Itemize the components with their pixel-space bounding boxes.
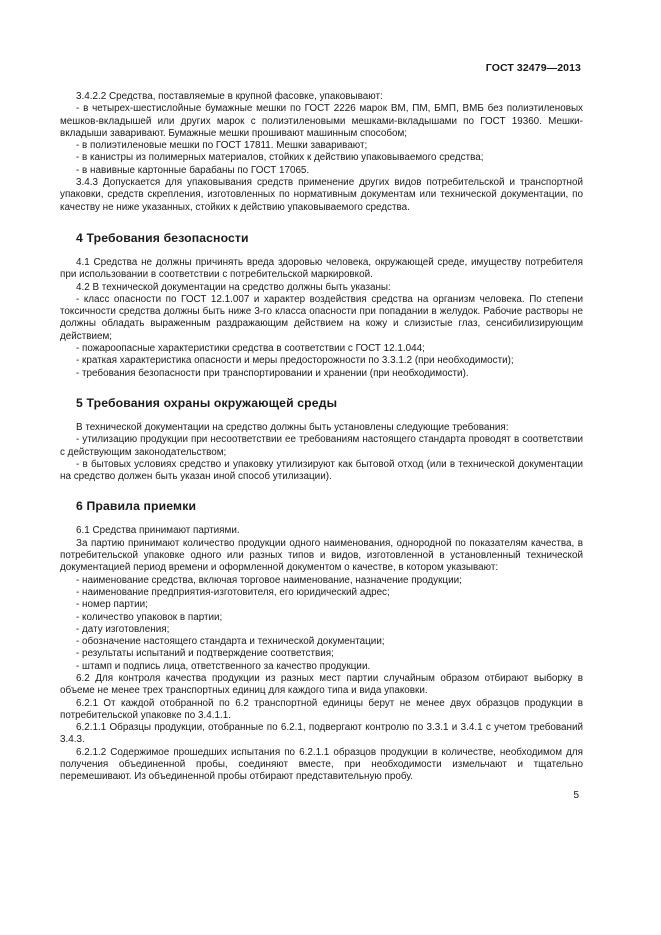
paragraph: За партию принимают количество продукции одного наименования, однородной по показателям качества, в потребительской упаковке одного или разных типов и видов, изготовленной в установленный технической документацией период времени и оформленной документом о качестве, в котором указывают: [60, 537, 583, 574]
list-item: - дату изготовления; [76, 623, 170, 635]
section-6-body [60, 525, 583, 783]
list-item: - результаты испытаний и подтверждение соответствия; [76, 648, 334, 660]
list-item: - требования безопасности при транспортировании и хранении (при необходимости). [76, 367, 469, 379]
paragraph: 3.4.2.2 Средства, поставляемые в крупной фасовке, упаковывают: [76, 91, 383, 102]
paragraph: 6.2.1.2 Содержимое прошедших испытания по 6.2.1.1 образцов продукции в количестве, необходимом для получения объединенной пробы, соединяют вместе, при необходимости измельчают и тщательно перемешивают. Из объединенной пробы отбирают представительную пробу. [60, 746, 583, 783]
section-3-continuation [60, 91, 583, 214]
list-item: - наименование средства, включая торговое наименование, назначение продукции; [76, 574, 462, 586]
paragraph: 3.4.3 Допускается для упаковывания средств применение других видов потребительской и транспортной упаковки, средств скрепления, изготовленных по нормативным документам или технической документации, по качеству не ниже указанных, стойких к действию упаковываемого средства. [60, 177, 583, 213]
page-number: 5 [573, 790, 579, 801]
paragraph: 6.2 Для контроля качества продукции из разных мест партии случайным образом отбирают выборку в объеме не менее трех транспортных единиц для каждого типа и вида упаковки. [60, 672, 583, 697]
paragraph: В технической документации на средство должны быть установлены следующие требования: [76, 421, 509, 433]
list-item: - количество упаковок в партии; [76, 611, 223, 623]
paragraph: 4.2 В технической документации на средство должны быть указаны: [76, 281, 391, 293]
list-item: - в канистры из полимерных материалов, стойких к действию упаковываемого средства; [76, 152, 484, 164]
list-item: - наименование предприятия-изготовителя, его юридический адрес; [76, 586, 390, 598]
list-item: - в полиэтиленовые мешки по ГОСТ 17811. Мешки заваривают; [76, 140, 368, 152]
list-item: - в навивные картонные барабаны по ГОСТ 17065. [76, 164, 310, 176]
list-item: - краткая характеристика опасности и меры предосторожности по 3.3.1.2 (при необходимости); [76, 355, 514, 367]
list-item: - номер партии; [76, 599, 148, 611]
paragraph: 4.1 Средства не должны причинять вреда здоровью человека, окружающей среде, имуществу потребителя при использовании в соответствии с потребительской маркировкой. [60, 256, 583, 281]
paragraph: 6.2.1 От каждой отобранной по 6.2 транспортной единицы берут не менее двух образцов продукции в потребительской упаковке по 3.4.1.1. [60, 697, 583, 721]
list-item: - класс опасности по ГОСТ 12.1.007 и характер воздействия средства на организм человека. По степени токсичности средства должны быть ниже 3-го класса опасности при попадании в желудок. Рабочие растворы не должны обладать выраженным раздражающим действием на кожу и слизистые глаз, сенсибилизирующим действием; [60, 293, 583, 342]
list-item: - в четырех-шестислойные бумажные мешки по ГОСТ 2226 марок ВМ, ПМ, БМП, ВМБ без полиэтиленовых мешков-вкладышей или других марок с полиэтиленовыми мешками-вкладышами по ГОСТ 19360. Мешки-вкладыши заваривают. Бумажные мешки прошивают машинным способом; [60, 103, 583, 139]
list-item: - обозначение настоящего стандарта и технической документации; [76, 636, 385, 648]
section-6-heading: 6 Правила приемки [76, 499, 197, 514]
section-4-heading: 4 Требования безопасности [76, 230, 249, 245]
paragraph: 6.1 Средства принимают партиями. [76, 525, 240, 537]
list-item: - штамп и подпись лица, ответственного за качество продукции. [76, 660, 371, 672]
section-5-heading: 5 Требования охраны окружающей среды [76, 395, 338, 410]
page-content [60, 91, 583, 784]
paragraph: 6.2.1.1 Образцы продукции, отобранные по 6.2.1, подвергают контролю по 3.3.1 и 3.4.1 с учетом требований 3.4.3. [60, 722, 583, 746]
list-item: - в бытовых условиях средство и упаковку утилизируют как бытовой отход (или в технической документации на средство должен быть указан иной способ утилизации). [60, 458, 583, 483]
list-item: - пожароопасные характеристики средства в соответствии с ГОСТ 12.1.044; [76, 343, 425, 355]
section-5-body [60, 422, 583, 483]
section-4-body [60, 257, 583, 380]
list-item: - утилизацию продукции при несоответствии ее требованиям настоящего стандарта проводят в соответствии с действующим законодательством; [60, 434, 583, 458]
document-id-header: ГОСТ 32479—2013 [485, 62, 581, 74]
